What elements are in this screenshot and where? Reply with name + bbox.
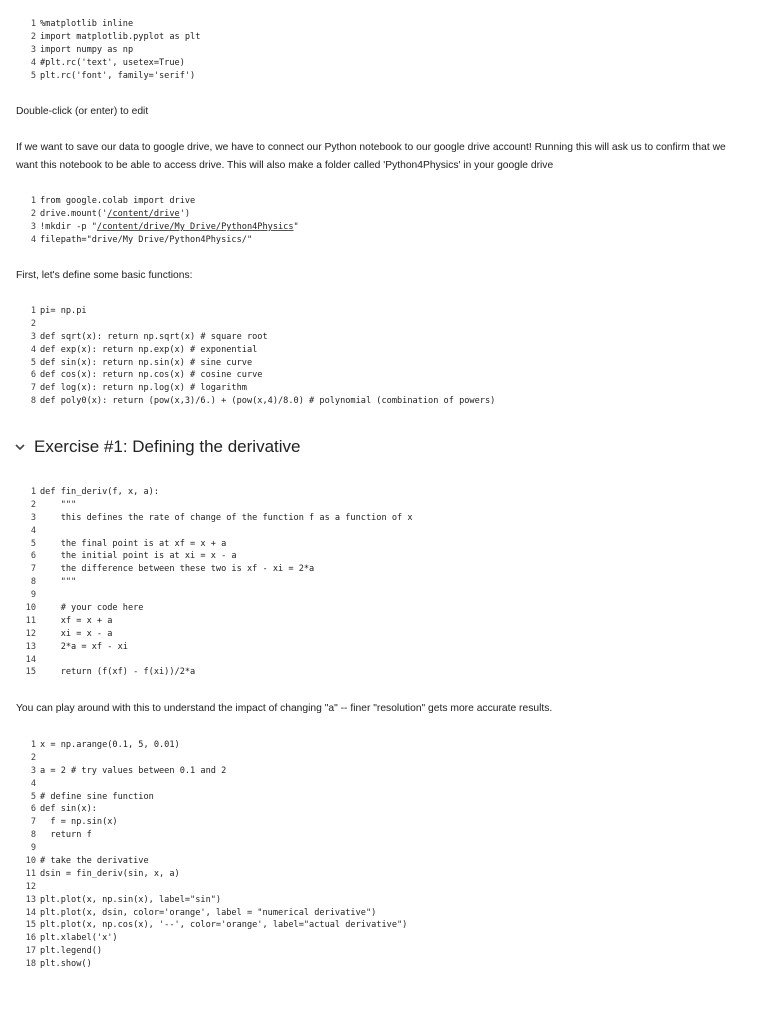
code-text: drive.mount('/content/drive'): [40, 208, 191, 219]
code-text: def poly0(x): return (pow(x,3)/6.) + (pow(x,4)/8.0) # polynomial (combination of powers): [40, 396, 496, 407]
line-number: 15: [25, 920, 36, 931]
code-line: [16, 778, 752, 791]
code-text: plt.rc('font', family='serif'): [40, 70, 196, 81]
code-line: [16, 958, 752, 971]
code-line: [16, 576, 752, 589]
code-line: [16, 803, 752, 816]
line-number: 1: [30, 19, 36, 29]
code-text: def exp(x): return np.exp(x) # exponential: [40, 344, 258, 355]
code-line: [16, 765, 752, 778]
line-number: 4: [30, 525, 36, 536]
code-text: [36, 319, 40, 329]
code-text: plt.plot(x, dsin, color='orange', label = "numerical derivative"): [40, 907, 377, 918]
code-text: plt.show(): [40, 959, 92, 970]
line-number: 4: [30, 778, 36, 789]
code-line: [16, 550, 752, 563]
code-cell-fin-deriv[interactable]: [16, 486, 752, 679]
code-line: [16, 234, 752, 247]
code-line: [16, 881, 752, 894]
line-number: 10: [25, 603, 36, 614]
code-line: [16, 589, 752, 602]
code-line: [16, 907, 752, 920]
code-text: xf = x + a: [40, 615, 113, 626]
line-number: 2: [30, 318, 36, 329]
line-number: 2: [30, 752, 36, 763]
code-line: [16, 868, 752, 881]
line-number: 5: [30, 70, 36, 81]
code-text: # take the derivative: [40, 856, 149, 867]
line-number: 16: [25, 933, 36, 944]
code-text: plt.xlabel('x'): [40, 933, 118, 944]
code-text: pi= np.pi: [40, 306, 87, 316]
line-number: 9: [30, 590, 36, 601]
code-line: [16, 628, 752, 641]
line-number: 4: [30, 234, 36, 245]
line-number: 6: [30, 551, 36, 562]
code-text: from google.colab import drive: [40, 196, 196, 206]
code-text: plt.legend(): [40, 946, 103, 957]
code-line: [16, 816, 752, 829]
line-number: 13: [25, 641, 36, 652]
code-text: a = 2 # try values between 0.1 and 2: [40, 765, 227, 776]
code-line: [16, 791, 752, 804]
line-number: 7: [30, 817, 36, 828]
line-number: 6: [30, 370, 36, 381]
code-text: 2*a = xf - xi: [40, 641, 128, 652]
code-line: [16, 57, 752, 70]
line-number: 8: [30, 396, 36, 407]
code-line: [16, 499, 752, 512]
code-text: def fin_deriv(f, x, a):: [40, 487, 159, 497]
code-text: [36, 526, 40, 536]
drive-explanation-text[interactable]: If we want to save our data to google drive, we have to connect our Python notebook to our google drive account! Running this will ask us to confirm that we want this notebook to be able to access drive. This will also make a folder called 'Python4Physics' in your google drive: [16, 142, 726, 171]
code-text: [36, 753, 40, 763]
code-text: plt.plot(x, np.sin(x), label="sin"): [40, 894, 222, 905]
code-line: [16, 305, 752, 318]
code-text: the initial point is at xi = x - a: [40, 551, 237, 562]
code-text: the difference between these two is xf - xi = 2*a: [40, 564, 315, 575]
code-text: [36, 882, 40, 892]
code-line: [16, 602, 752, 615]
code-text: import numpy as np: [40, 44, 134, 55]
line-number: 11: [25, 615, 36, 626]
line-number: 14: [25, 907, 36, 918]
code-text: %matplotlib inline: [40, 19, 134, 29]
line-number: 15: [25, 667, 36, 678]
code-line: [16, 70, 752, 83]
code-text: filepath="drive/My Drive/Python4Physics/": [40, 234, 253, 245]
section-header-exercise-1[interactable]: [12, 432, 300, 462]
functions-intro-text[interactable]: First, let's define some basic functions:: [16, 270, 193, 281]
line-number: 1: [30, 196, 36, 206]
line-number: 7: [30, 383, 36, 394]
code-line: [16, 18, 752, 31]
line-number: 4: [30, 344, 36, 355]
code-cell-functions[interactable]: [16, 305, 752, 408]
line-number: 7: [30, 564, 36, 575]
code-line: [16, 357, 752, 370]
chevron-down-icon[interactable]: [12, 439, 28, 455]
code-cell-drive[interactable]: [16, 195, 752, 247]
code-cell-imports[interactable]: [16, 18, 752, 82]
code-line: [16, 932, 752, 945]
code-text: def sin(x):: [40, 804, 97, 815]
code-line: [16, 195, 752, 208]
line-number: 3: [30, 221, 36, 232]
code-text: def cos(x): return np.cos(x) # cosine curve: [40, 370, 263, 381]
code-text: [36, 655, 40, 665]
code-text: [36, 843, 40, 853]
section-title: Exercise #1: Defining the derivative: [34, 437, 301, 456]
line-number: 9: [30, 843, 36, 854]
line-number: 3: [30, 331, 36, 342]
code-text: f = np.sin(x): [40, 817, 118, 828]
code-text: !mkdir -p "/content/drive/My Drive/Python4Physics": [40, 221, 299, 232]
line-number: 8: [30, 830, 36, 841]
line-number: 12: [25, 628, 36, 639]
code-line: [16, 44, 752, 57]
code-text: def sin(x): return np.sin(x) # sine curve: [40, 357, 253, 368]
code-text: [36, 779, 40, 789]
code-line: [16, 31, 752, 44]
code-line: [16, 331, 752, 344]
line-number: 4: [30, 57, 36, 68]
code-line: [16, 344, 752, 357]
code-text: import matplotlib.pyplot as plt: [40, 31, 201, 42]
line-number: 18: [25, 959, 36, 970]
code-line: [16, 919, 752, 932]
code-line: [16, 208, 752, 221]
line-number: 5: [30, 791, 36, 802]
line-number: 1: [30, 740, 36, 750]
code-text: #plt.rc('text', usetex=True): [40, 57, 185, 68]
code-text: [36, 590, 40, 600]
line-number: 17: [25, 946, 36, 957]
line-number: 2: [30, 208, 36, 219]
code-line: [16, 894, 752, 907]
edit-hint-text[interactable]: Double-click (or enter) to edit: [16, 106, 149, 117]
code-cell-plot[interactable]: [16, 739, 752, 971]
line-number: 3: [30, 512, 36, 523]
code-text: plt.plot(x, np.cos(x), '--', color='orange', label="actual derivative"): [40, 920, 408, 931]
code-line: [16, 666, 752, 679]
code-line: [16, 615, 752, 628]
code-text: # your code here: [40, 603, 144, 614]
code-text: this defines the rate of change of the function f as a function of x: [40, 512, 413, 523]
code-line: [16, 486, 752, 499]
code-line: [16, 752, 752, 765]
code-text: # define sine function: [40, 791, 154, 802]
code-text: """: [40, 577, 77, 588]
code-text: x = np.arange(0.1, 5, 0.01): [40, 740, 180, 750]
code-text: """: [40, 499, 77, 510]
code-line: [16, 525, 752, 538]
line-number: 10: [25, 856, 36, 867]
code-text: def sqrt(x): return np.sqrt(x) # square root: [40, 331, 268, 342]
code-line: [16, 855, 752, 868]
line-number: 14: [25, 654, 36, 665]
line-number: 1: [30, 487, 36, 497]
code-line: [16, 221, 752, 234]
line-number: 6: [30, 804, 36, 815]
code-line: [16, 842, 752, 855]
line-number: 11: [25, 868, 36, 879]
code-line: [16, 829, 752, 842]
line-number: 5: [30, 538, 36, 549]
line-number: 12: [25, 881, 36, 892]
line-number: 2: [30, 499, 36, 510]
code-text: xi = x - a: [40, 628, 113, 639]
code-line: [16, 945, 752, 958]
code-line: [16, 318, 752, 331]
code-text: def log(x): return np.log(x) # logarithm: [40, 383, 247, 394]
code-line: [16, 512, 752, 525]
code-text: return f: [40, 830, 92, 841]
line-number: 13: [25, 894, 36, 905]
line-number: 2: [30, 31, 36, 42]
code-text: the final point is at xf = x + a: [40, 538, 227, 549]
line-number: 8: [30, 577, 36, 588]
code-line: [16, 641, 752, 654]
code-line: [16, 382, 752, 395]
code-line: [16, 654, 752, 667]
line-number: 1: [30, 306, 36, 316]
code-line: [16, 538, 752, 551]
line-number: 3: [30, 44, 36, 55]
code-line: [16, 739, 752, 752]
line-number: 5: [30, 357, 36, 368]
code-line: [16, 369, 752, 382]
code-text: return (f(xf) - f(xi))/2*a: [40, 667, 196, 678]
play-around-text[interactable]: You can play around with this to understand the impact of changing "a" -- finer "resolution" gets more accurate results.: [16, 703, 553, 714]
code-text: dsin = fin_deriv(sin, x, a): [40, 868, 180, 879]
line-number: 3: [30, 765, 36, 776]
code-line: [16, 563, 752, 576]
code-line: [16, 395, 752, 408]
